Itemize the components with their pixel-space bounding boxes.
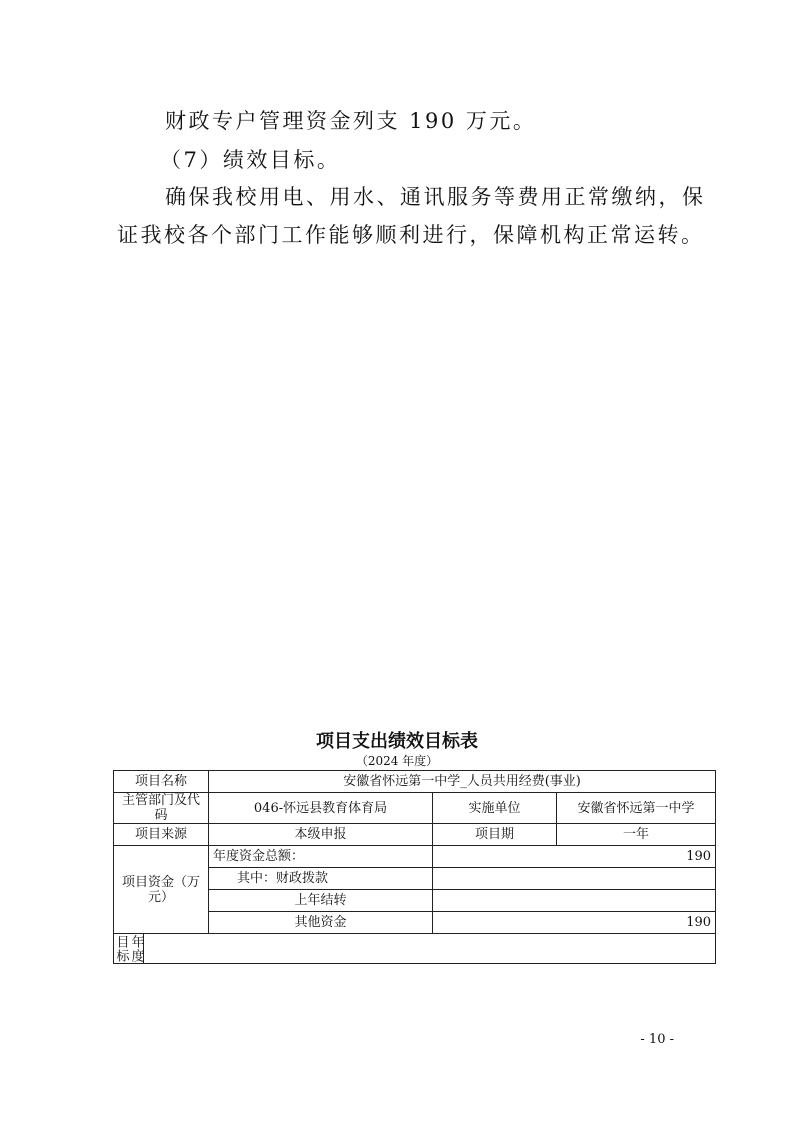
paragraph-goal-line1: 确保我校用电、用水、通讯服务等费用正常缴纳，保 bbox=[165, 185, 706, 209]
funds-carryover-label: 上年结转 bbox=[209, 890, 433, 912]
funds-carryover-value bbox=[433, 890, 716, 912]
page-number: - 10 - bbox=[640, 1032, 674, 1047]
paragraph-goal-line2: 证我校各个部门工作能够顺利进行，保障机构正常运转。 bbox=[117, 223, 705, 247]
period-value: 一年 bbox=[557, 824, 716, 846]
unit-label: 实施单位 bbox=[433, 793, 557, 824]
table-row bbox=[114, 846, 716, 868]
unit-value: 安徽省怀远第一中学 bbox=[557, 793, 716, 824]
annual-target-label: 年度目标 bbox=[113, 934, 144, 963]
project-name-value: 安徽省怀远第一中学_人员共用经费(事业) bbox=[209, 771, 716, 793]
funds-fiscal-value bbox=[433, 868, 716, 890]
funds-fiscal-label: 其中：财政拨款 bbox=[209, 868, 433, 890]
table-row bbox=[114, 824, 716, 846]
paragraph-heading-performance: （7）绩效目标。 bbox=[160, 148, 341, 172]
dept-value: 046-怀远县教育体育局 bbox=[209, 793, 433, 824]
funds-label: 项目资金（万元） bbox=[114, 846, 209, 934]
funds-total-value: 190 bbox=[433, 846, 716, 868]
table-row bbox=[114, 934, 716, 964]
dept-label: 主管部门及代码 bbox=[114, 793, 209, 824]
table-subtitle: （2024 年度） bbox=[355, 754, 439, 768]
project-name-label: 项目名称 bbox=[114, 771, 209, 793]
performance-target-table bbox=[113, 770, 716, 964]
annual-target-value bbox=[144, 934, 716, 964]
source-label: 项目来源 bbox=[114, 824, 209, 846]
funds-total-label: 年度资金总额： bbox=[209, 846, 433, 868]
funds-other-label: 其他资金 bbox=[209, 912, 433, 934]
source-value: 本级申报 bbox=[209, 824, 433, 846]
period-label: 项目期 bbox=[433, 824, 557, 846]
table-row bbox=[114, 793, 716, 824]
paragraph-funds: 财政专户管理资金列支 190 万元。 bbox=[165, 109, 537, 133]
table-row bbox=[114, 771, 716, 793]
table-title: 项目支出绩效目标表 bbox=[316, 731, 478, 752]
funds-other-value: 190 bbox=[433, 912, 716, 934]
